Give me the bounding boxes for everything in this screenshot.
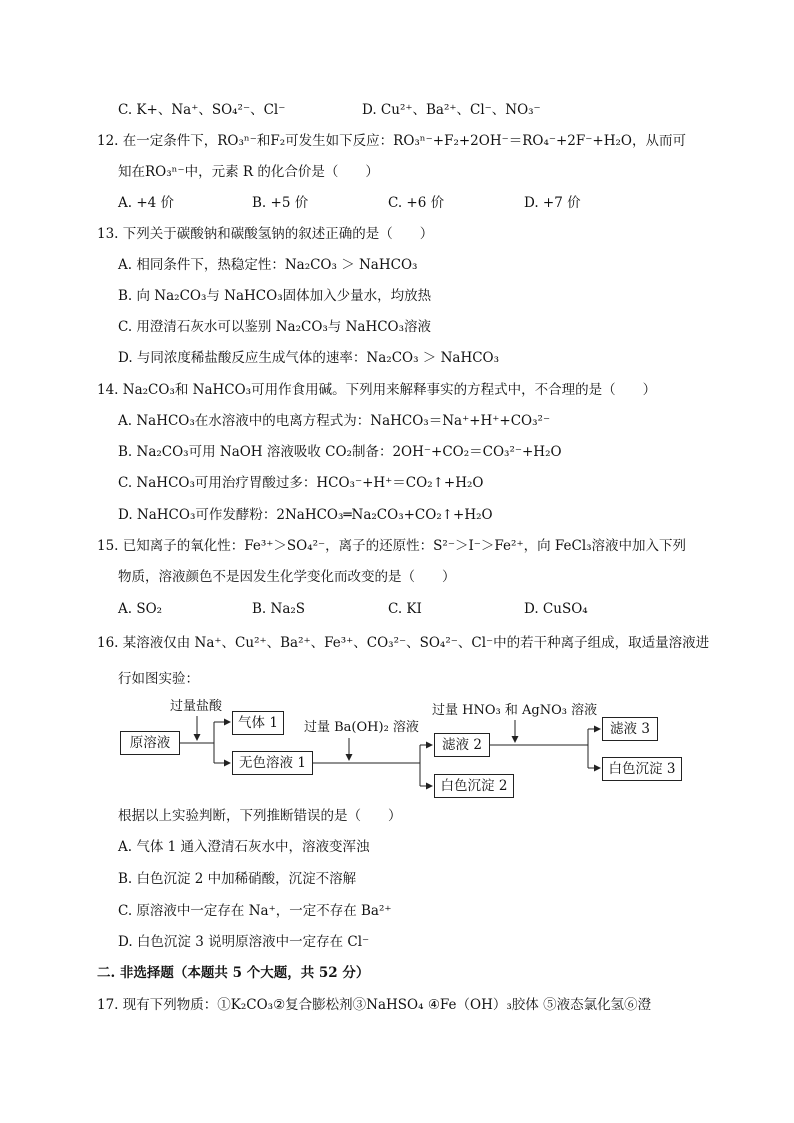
q13-option-d: D. 与同浓度稀盐酸反应生成气体的速率：Na₂CO₃ ＞ NaHCO₃ [118, 350, 500, 366]
q12-option-b: B. +5 价 [252, 195, 309, 211]
question-17-stem: 17. 现有下列物质：①K₂CO₃②复合膨松剂③NaHSO₄ ④Fe（OH）₃胶体 ⑤液态氯化氢⑥澄 [97, 997, 652, 1013]
question-16-stem: 16. 某溶液仅由 Na⁺、Cu²⁺、Ba²⁺、Fe³⁺、CO₃²⁻、SO₄²⁻、Cl⁻中的若干种离子组成，取适量溶液进 [97, 635, 710, 651]
q13-option-c: C. 用澄清石灰水可以鉴别 Na₂CO₃与 NaHCO₃溶液 [118, 319, 432, 335]
q13-option-b: B. 向 Na₂CO₃与 NaHCO₃固体加入少量水，均放热 [118, 288, 432, 304]
q11-option-d: D. Cu²⁺、Ba²⁺、Cl⁻、NO₃⁻ [362, 102, 541, 118]
q14-option-c: C. NaHCO₃可用治疗胃酸过多：HCO₃⁻+H⁺＝CO₂↑+H₂O [118, 475, 484, 491]
q16-option-b: B. 白色沉淀 2 中加稀硝酸，沉淀不溶解 [118, 871, 357, 887]
q16-option-d: D. 白色沉淀 3 说明原溶液中一定存在 Cl⁻ [118, 934, 370, 950]
box-gas-1: 气体 1 [232, 711, 284, 735]
q16-option-a: A. 气体 1 通入澄清石灰水中，溶液变浑浊 [118, 839, 370, 855]
q12-option-a: A. +4 价 [118, 195, 175, 211]
question-13-stem: 13. 下列关于碳酸钠和碳酸氢钠的叙述正确的是（ ） [97, 226, 434, 242]
q14-option-a: A. NaHCO₃在水溶液中的电离方程式为：NaHCO₃＝Na⁺+H⁺+CO₃²⁻ [118, 413, 551, 429]
box-white-precipitate-2: 白色沉淀 2 [434, 774, 514, 798]
q16-option-c: C. 原溶液中一定存在 Na⁺，一定不存在 Ba²⁺ [118, 903, 392, 919]
q12-option-c: C. +6 价 [388, 195, 445, 211]
reagent-label-baoh2: 过量 Ba(OH)₂ 溶液 [304, 720, 419, 735]
question-16-stem-cont: 行如图实验： [118, 671, 199, 687]
question-14-stem: 14. Na₂CO₃和 NaHCO₃可用作食用碱。下列用来解释事实的方程式中，不合理的是（ ） [97, 382, 657, 398]
q12-option-d: D. +7 价 [524, 195, 581, 211]
reagent-label-hcl: 过量盐酸 [170, 699, 223, 714]
q15-option-b: B. Na₂S [252, 601, 306, 617]
q15-option-c: C. KI [388, 601, 422, 617]
reagent-label-hno3-agno3: 过量 HNO₃ 和 AgNO₃ 溶液 [432, 703, 598, 718]
question-15-stem-cont: 物质，溶液颜色不是因发生化学变化而改变的是（ ） [118, 569, 456, 585]
q15-option-a: A. SO₂ [118, 601, 163, 617]
q14-option-d: D. NaHCO₃可作发酵粉：2NaHCO₃═Na₂CO₃+CO₂↑+H₂O [118, 507, 493, 523]
box-colorless-solution-1: 无色溶液 1 [232, 751, 313, 775]
question-12-stem-cont: 知在RO₃ⁿ⁻中，元素 R 的化合价是（ ） [118, 164, 379, 180]
box-filtrate-3: 滤液 3 [602, 717, 658, 741]
q15-option-d: D. CuSO₄ [524, 601, 588, 617]
q14-option-b: B. Na₂CO₃可用 NaOH 溶液吸收 CO₂制备：2OH⁻+CO₂＝CO₃²⁻+H₂O [118, 444, 562, 460]
box-original-solution: 原溶液 [120, 731, 180, 755]
question-12-stem: 12. 在一定条件下，RO₃ⁿ⁻和F₂可发生如下反应：RO₃ⁿ⁻+F₂+2OH⁻＝RO₄⁻+2F⁻+H₂O，从而可 [97, 133, 686, 149]
box-filtrate-2: 滤液 2 [434, 733, 490, 757]
question-15-stem: 15. 已知离子的氧化性：Fe³⁺＞SO₄²⁻，离子的还原性：S²⁻＞I⁻＞Fe²⁺，向 FeCl₃溶液中加入下列 [97, 538, 687, 554]
q13-option-a: A. 相同条件下，热稳定性：Na₂CO₃ ＞ NaHCO₃ [118, 257, 418, 273]
section-2-heading: 二. 非选择题（本题共 5 个大题，共 52 分） [97, 965, 370, 981]
question-16-prompt: 根据以上实验判断，下列推断错误的是（ ） [118, 808, 402, 824]
box-white-precipitate-3: 白色沉淀 3 [602, 757, 682, 781]
q11-option-c: C. K+、Na⁺、SO₄²⁻、Cl⁻ [118, 102, 286, 118]
